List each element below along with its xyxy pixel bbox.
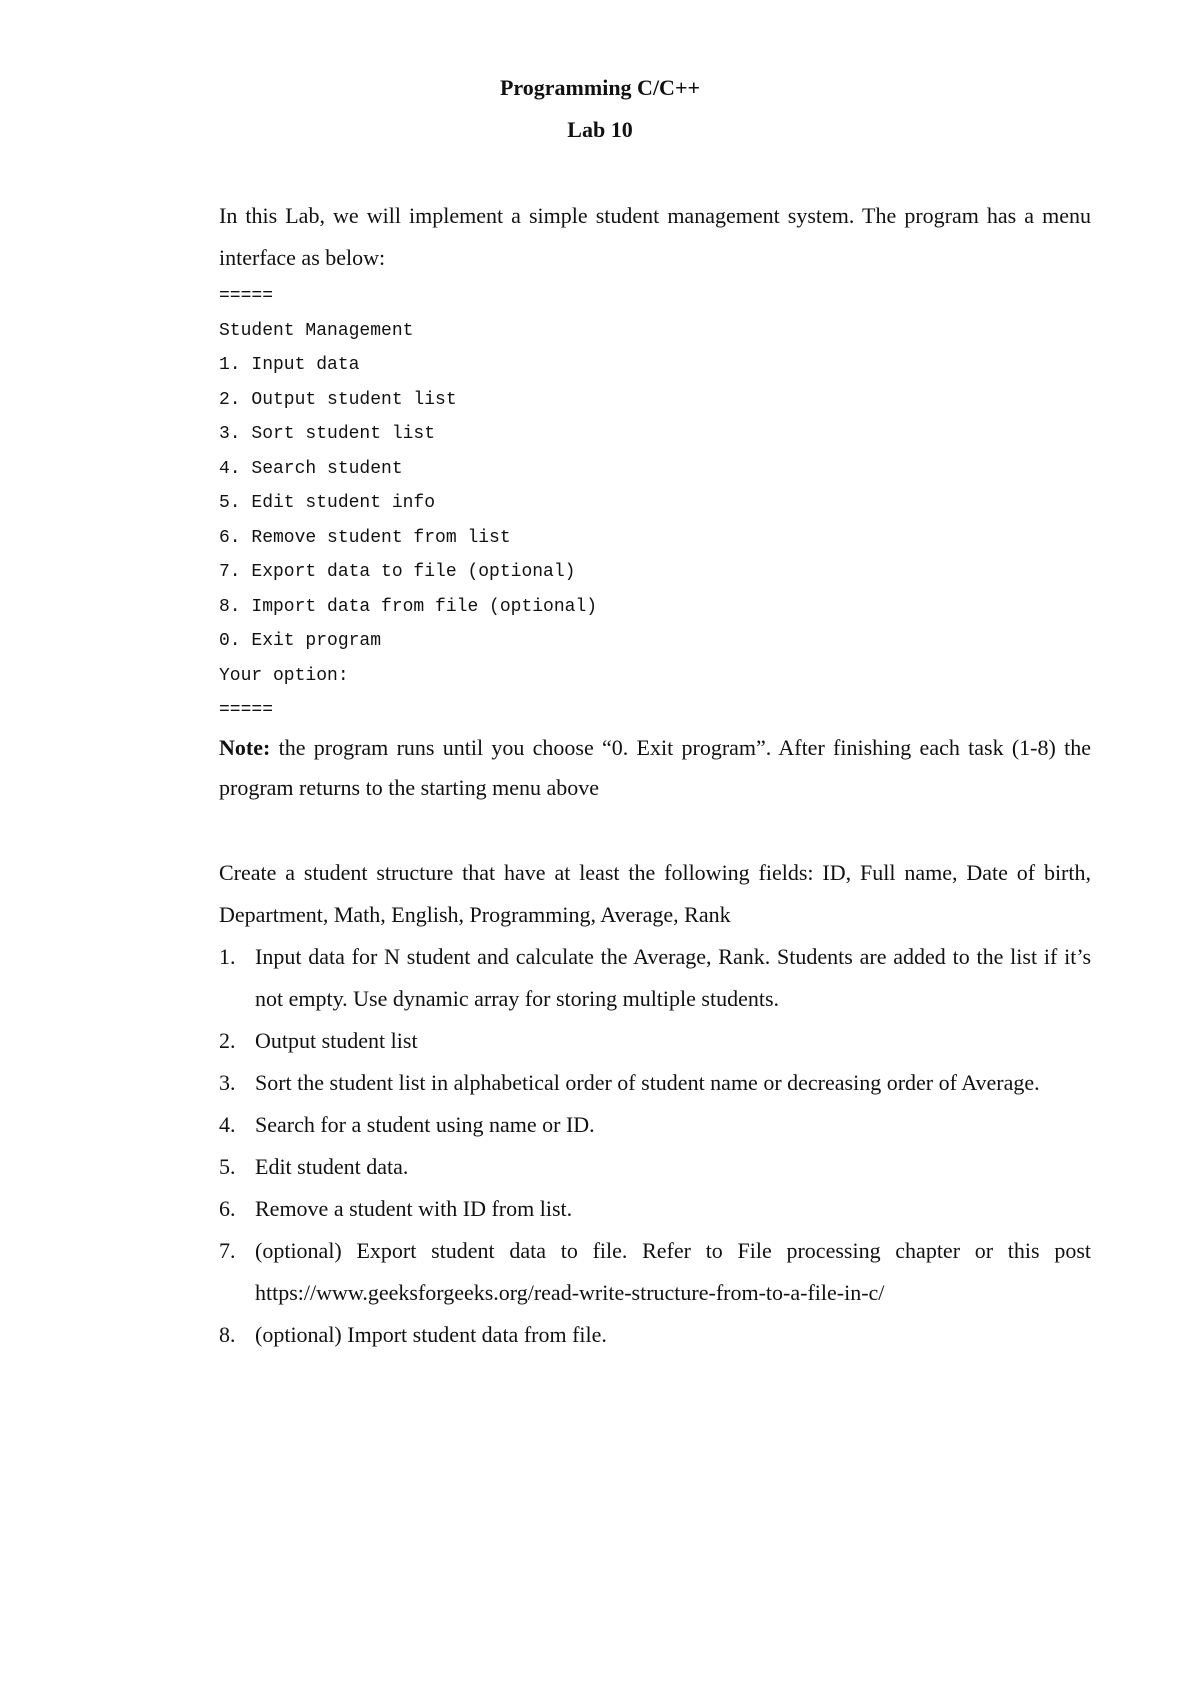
- note-text: the program runs until you choose “0. Exit program”. After finishing each task (1-8) the program returns to the starting menu above: [219, 734, 1091, 800]
- menu-item: 3. Sort student list: [219, 424, 436, 444]
- task-text: Output student list: [255, 1027, 418, 1053]
- task-text: (optional) Import student data from file.: [255, 1321, 607, 1347]
- task-number: 1.: [219, 943, 236, 969]
- document-body: [219, 195, 1091, 1356]
- structure-paragraph: Create a student structure that have at least the following fields: ID, Full name, Date of birth, Department, Math, English, Programming, Average, Rank: [219, 859, 1091, 927]
- task-item: [219, 1062, 1091, 1104]
- task-item: [219, 1104, 1091, 1146]
- task-number: 4.: [219, 1111, 236, 1137]
- task-item: [219, 936, 1091, 1020]
- menu-item: 8. Import data from file (optional): [219, 596, 598, 617]
- task-item: [219, 1314, 1091, 1356]
- document-subtitle: Lab 10: [567, 117, 633, 142]
- menu-item: 1. Input data: [219, 355, 360, 375]
- menu-item: 5. Edit student info: [219, 493, 436, 513]
- note-label: Note:: [219, 734, 271, 760]
- task-item: [219, 1230, 1091, 1314]
- menu-item: 7. Export data to file (optional): [219, 562, 576, 582]
- menu-separator-bottom: =====: [219, 700, 274, 720]
- menu-item: 4. Search student: [219, 458, 403, 479]
- task-number: 5.: [219, 1153, 236, 1179]
- task-text: Edit student data.: [255, 1153, 409, 1179]
- task-text: Remove a student with ID from list.: [255, 1195, 573, 1221]
- menu-separator-top: =====: [219, 286, 274, 306]
- task-item: [219, 1146, 1091, 1188]
- menu-heading: Student Management: [219, 320, 414, 341]
- task-text: Sort the student list in alphabetical order of student name or decreasing order of Average.: [255, 1069, 1040, 1095]
- menu-item: 2. Output student list: [219, 389, 457, 410]
- task-number: 3.: [219, 1069, 236, 1095]
- blank-line: [219, 808, 1091, 852]
- task-number: 6.: [219, 1195, 236, 1221]
- task-text: Search for a student using name or ID.: [255, 1111, 595, 1137]
- task-list: [219, 936, 1091, 1356]
- menu-item: 6. Remove student from list: [219, 527, 511, 548]
- menu-listing: [219, 279, 1091, 728]
- task-text: (optional) Export student data to file. Refer to File processing chapter or this post: [255, 1237, 1091, 1263]
- menu-prompt: Your option:: [219, 665, 349, 686]
- menu-item: 0. Exit program: [219, 631, 382, 651]
- task-number: 7.: [219, 1237, 236, 1263]
- task-item: [219, 1188, 1091, 1230]
- intro-paragraph: In this Lab, we will implement a simple student management system. The program has a menu interface as below:: [219, 203, 1091, 270]
- task-number: 2.: [219, 1027, 236, 1053]
- task-number: 8.: [219, 1321, 236, 1347]
- note-paragraph: [219, 728, 1091, 808]
- document-title: Programming C/C++: [499, 75, 701, 100]
- reference-link[interactable]: https://www.geeksforgeeks.org/read-write-structure-from-to-a-file-in-c/: [255, 1279, 885, 1305]
- task-text: Input data for N student and calculate the Average, Rank. Students are added to the list if it’s not empty. Use dynamic array for storing multiple students.: [255, 943, 1091, 1011]
- task-item: [219, 1020, 1091, 1062]
